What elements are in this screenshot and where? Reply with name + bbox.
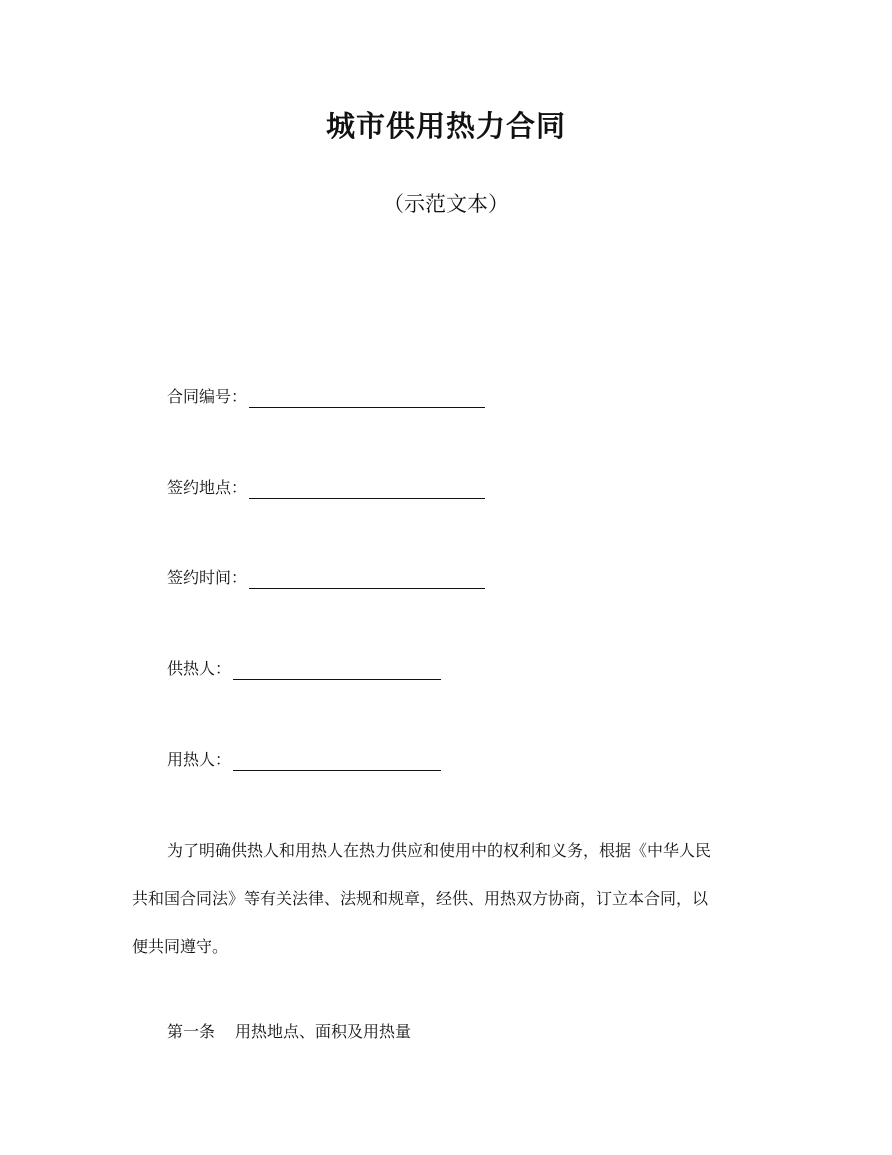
document-subtitle: （示范文本） xyxy=(383,192,509,216)
blank-line xyxy=(249,391,485,408)
preamble-line: 共和国合同法》等有关法律、法规和规章，经供、用热双方协商，订立本合同，以 xyxy=(132,889,709,908)
blank-line xyxy=(249,482,485,499)
article-number: 第一条 xyxy=(167,1022,216,1041)
field-heat-supplier xyxy=(167,658,441,680)
field-heat-user xyxy=(167,749,441,771)
field-label: 用热人： xyxy=(167,750,232,769)
article-heading xyxy=(167,1021,411,1043)
field-signing-place xyxy=(167,477,485,499)
article-title: 用热地点、面积及用热量 xyxy=(235,1022,412,1041)
field-contract-number xyxy=(167,386,485,408)
preamble-line: 便共同遵守。 xyxy=(132,937,229,956)
field-signing-time xyxy=(167,567,485,589)
preamble-line: 为了明确供热人和用热人在热力供应和使用中的权利和义务，根据《中华人民 xyxy=(167,841,712,860)
document-title: 城市供用热力合同 xyxy=(325,109,566,143)
field-label: 签约地点： xyxy=(167,478,248,497)
blank-line xyxy=(249,572,485,589)
field-label: 签约时间： xyxy=(167,568,248,587)
blank-line xyxy=(233,663,441,680)
blank-line xyxy=(233,754,441,771)
preamble-paragraph xyxy=(132,840,762,984)
field-label: 合同编号： xyxy=(167,387,248,406)
field-label: 供热人： xyxy=(167,659,232,678)
